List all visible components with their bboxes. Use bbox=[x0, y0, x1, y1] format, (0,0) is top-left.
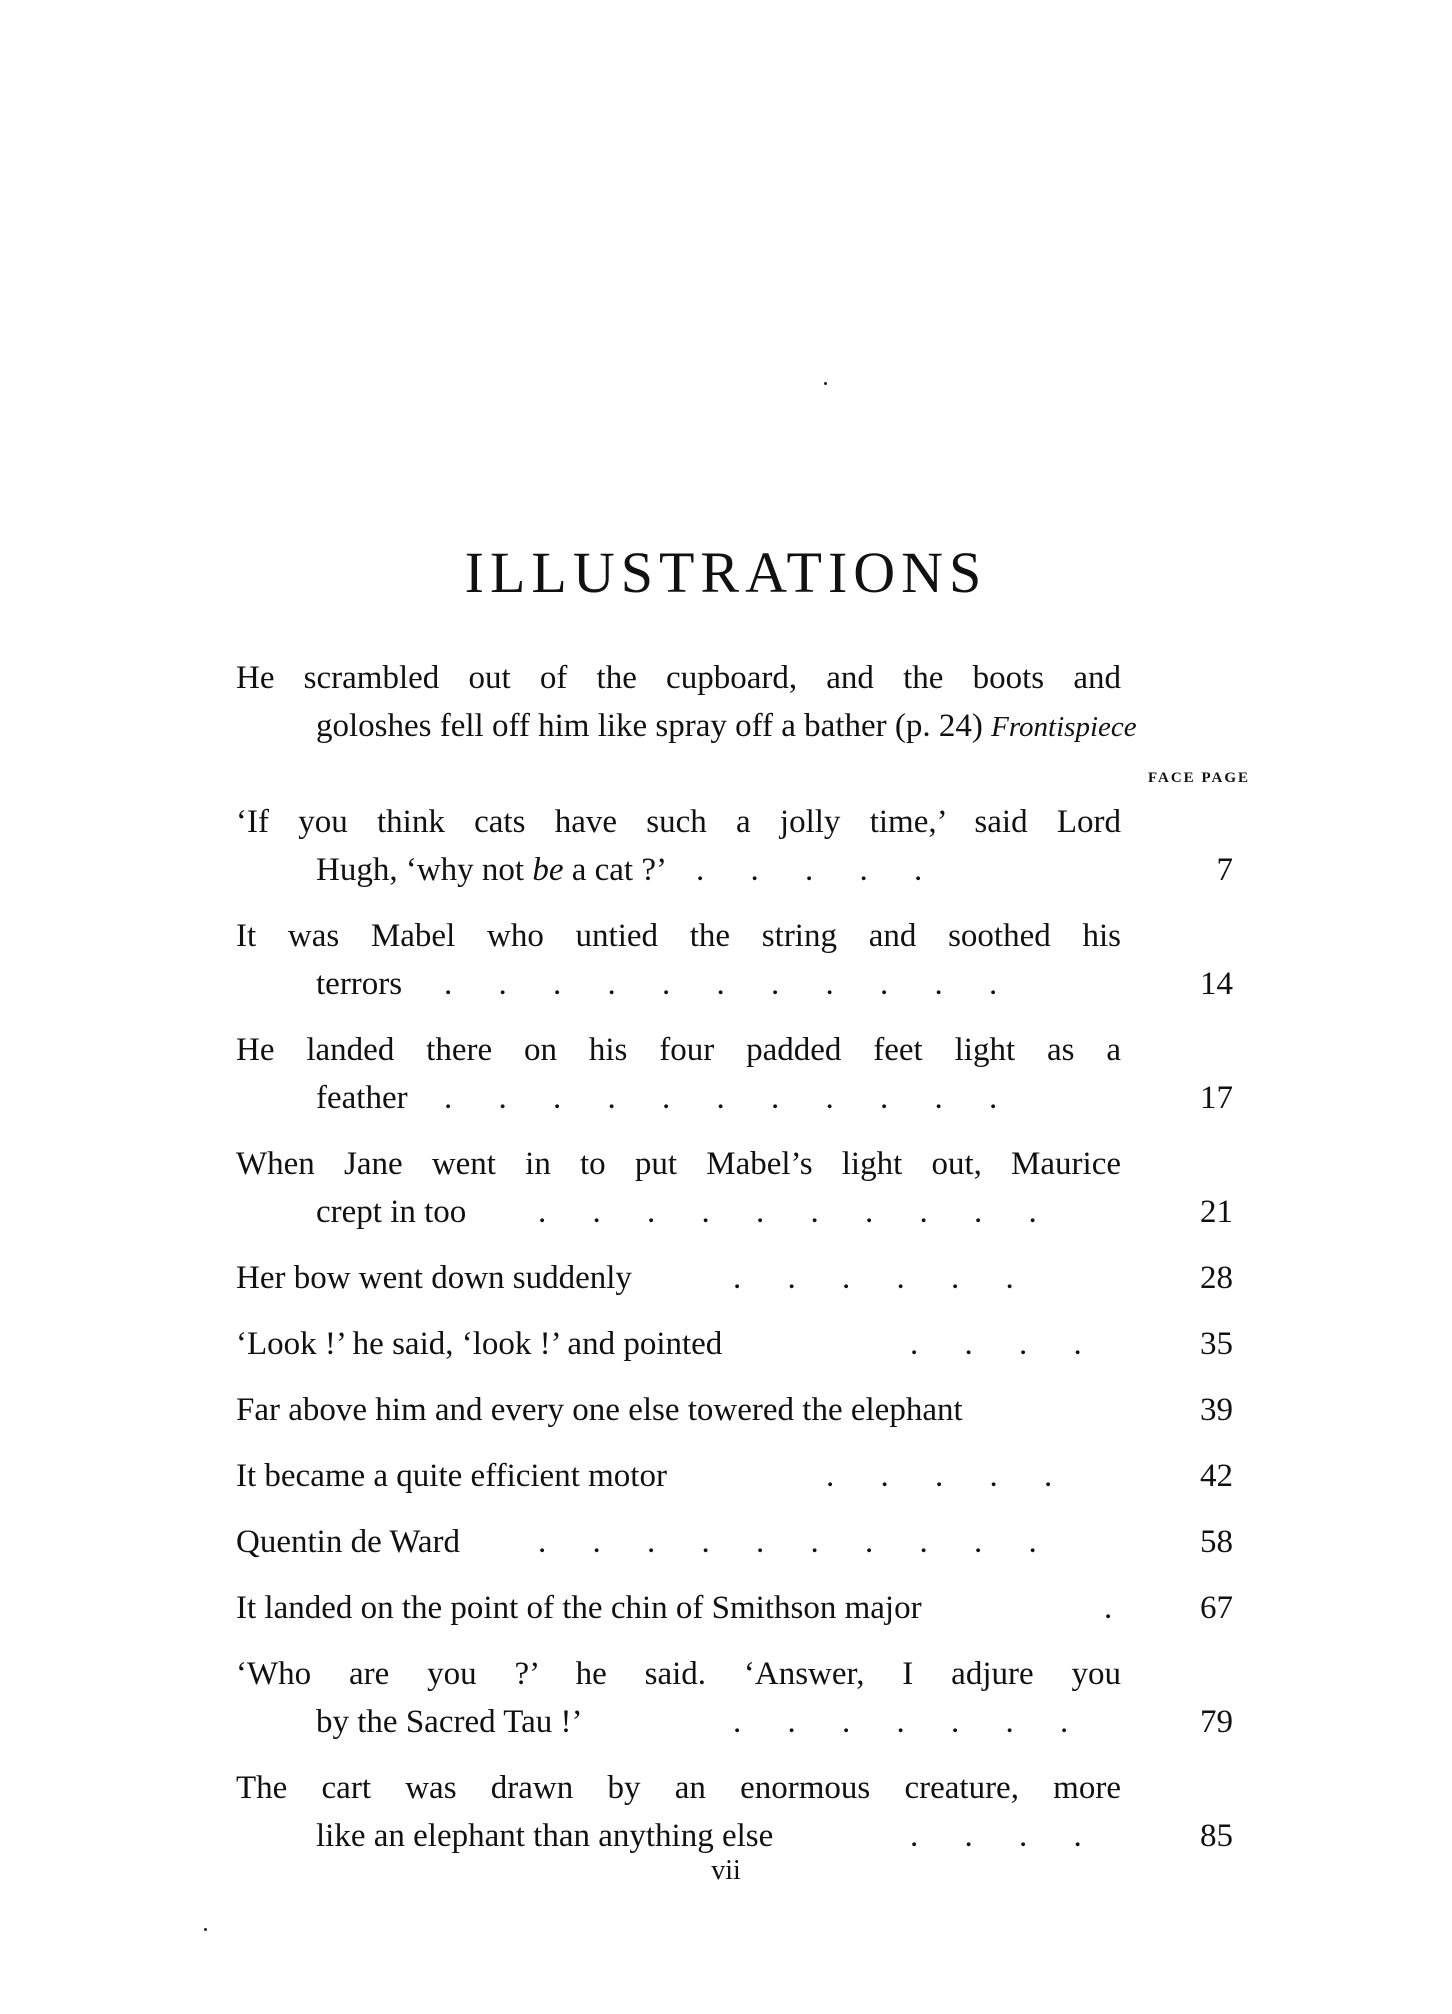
leader-dots: . . . . . . bbox=[733, 1260, 1014, 1296]
entry-line-1: ‘Who are you ?’ he said. ‘Answer, I adjure you bbox=[236, 1656, 1121, 1692]
leader-dots: . . . . . bbox=[826, 1458, 1053, 1494]
entry-text: Her bow went down suddenly bbox=[236, 1260, 632, 1296]
leader-dots: . . . . . bbox=[696, 852, 923, 888]
entry-line-1 bbox=[236, 1452, 1121, 1500]
entry-line-1: ‘If you think cats have such a jolly time,’ said Lord bbox=[236, 804, 1121, 840]
frontispiece-entry bbox=[236, 654, 1236, 751]
page-number: 35 bbox=[1200, 1326, 1233, 1362]
list-item bbox=[236, 1584, 1236, 1632]
page-number: 79 bbox=[1200, 1704, 1233, 1740]
page-number: 7 bbox=[1216, 852, 1233, 888]
list-item bbox=[236, 1452, 1236, 1500]
entry-text: Hugh, ‘why not bbox=[316, 852, 533, 888]
leader-dots: . . . . bbox=[910, 1326, 1082, 1362]
list-item bbox=[236, 912, 1236, 1008]
page-number: 21 bbox=[1200, 1194, 1233, 1230]
list-item bbox=[236, 1650, 1236, 1746]
entry-line-2 bbox=[236, 846, 1121, 894]
list-item bbox=[236, 1026, 1236, 1122]
entry-line-1 bbox=[236, 1320, 1121, 1368]
page-number: 39 bbox=[1200, 1392, 1233, 1428]
ink-speck bbox=[204, 1928, 207, 1931]
page-folio: vii bbox=[711, 1855, 741, 1886]
frontispiece-caption: goloshes fell off him like spray off a bather (p. 24) bbox=[316, 708, 983, 744]
illustrations-list bbox=[236, 798, 1236, 1860]
entry-text-end: a cat ?’ bbox=[563, 852, 667, 888]
page-number: 17 bbox=[1200, 1080, 1233, 1116]
list-item bbox=[236, 1320, 1236, 1368]
page-number: 42 bbox=[1200, 1458, 1233, 1494]
entry-line-1 bbox=[236, 1584, 1121, 1632]
leader-dots: . . . . . . . . . . . bbox=[444, 966, 998, 1002]
entry-text: Far above him and every one else towered the elephant bbox=[236, 1392, 963, 1428]
entry-text: by the Sacred Tau !’ bbox=[316, 1704, 583, 1740]
list-item bbox=[236, 1764, 1236, 1860]
leader-dots: . . . . . . . . . . bbox=[538, 1194, 1037, 1230]
entry-line-2 bbox=[236, 1074, 1121, 1122]
list-item bbox=[236, 1254, 1236, 1302]
leader-dots: . bbox=[1104, 1590, 1113, 1626]
entry-text: feather bbox=[316, 1080, 408, 1116]
leader-dots: . . . . . . . . . . bbox=[538, 1524, 1037, 1560]
entry-line-1: When Jane went in to put Mabel’s light out, Maurice bbox=[236, 1146, 1121, 1182]
list-item bbox=[236, 1386, 1236, 1434]
page-title: ILLUSTRATIONS bbox=[464, 540, 988, 605]
leader-dots: . . . . . . . . . . . bbox=[444, 1080, 998, 1116]
entry-line-1: He landed there on his four padded feet light as a bbox=[236, 1032, 1121, 1068]
page-number: 14 bbox=[1200, 966, 1233, 1002]
leader-dots: . . . . bbox=[910, 1818, 1082, 1854]
face-page-header: FACE PAGE bbox=[1147, 770, 1250, 786]
entry-text: It landed on the point of the chin of Smithson major bbox=[236, 1590, 922, 1626]
entry-text: ‘Look !’ he said, ‘look !’ and pointed bbox=[236, 1326, 723, 1362]
entry-line-2 bbox=[236, 1698, 1121, 1746]
list-item bbox=[236, 1140, 1236, 1236]
entry-text: terrors bbox=[316, 966, 403, 1002]
entry-line-2 bbox=[236, 1188, 1121, 1236]
entry-line-1: It was Mabel who untied the string and soothed his bbox=[236, 918, 1121, 954]
entry-line-1 bbox=[236, 1518, 1121, 1566]
leader-dots: . . . . . . . bbox=[733, 1704, 1069, 1740]
page-number: 67 bbox=[1200, 1590, 1233, 1626]
list-item bbox=[236, 798, 1236, 894]
page-number: 85 bbox=[1200, 1818, 1233, 1854]
entry-text: crept in too bbox=[316, 1194, 467, 1230]
entry-text: Quentin de Ward bbox=[236, 1524, 461, 1560]
entry-line-1 bbox=[236, 1386, 1121, 1434]
frontispiece-label: Frontispiece bbox=[991, 711, 1137, 743]
entry-line-1: The cart was drawn by an enormous creature, more bbox=[236, 1770, 1121, 1806]
entry-text: like an elephant than anything else bbox=[316, 1818, 774, 1854]
page-number: 58 bbox=[1200, 1524, 1233, 1560]
entry-text: It became a quite efficient motor bbox=[236, 1458, 667, 1494]
list-item bbox=[236, 1518, 1236, 1566]
entry-line-2 bbox=[236, 960, 1121, 1008]
frontispiece-line-1: He scrambled out of the cupboard, and the boots and bbox=[236, 660, 1121, 696]
frontispiece-line-2 bbox=[236, 702, 1236, 751]
page-number: 28 bbox=[1200, 1260, 1233, 1296]
entry-line-1 bbox=[236, 1254, 1121, 1302]
entry-line-2 bbox=[236, 1812, 1121, 1860]
ink-speck bbox=[824, 382, 827, 385]
entry-emphasis: be bbox=[532, 852, 564, 888]
